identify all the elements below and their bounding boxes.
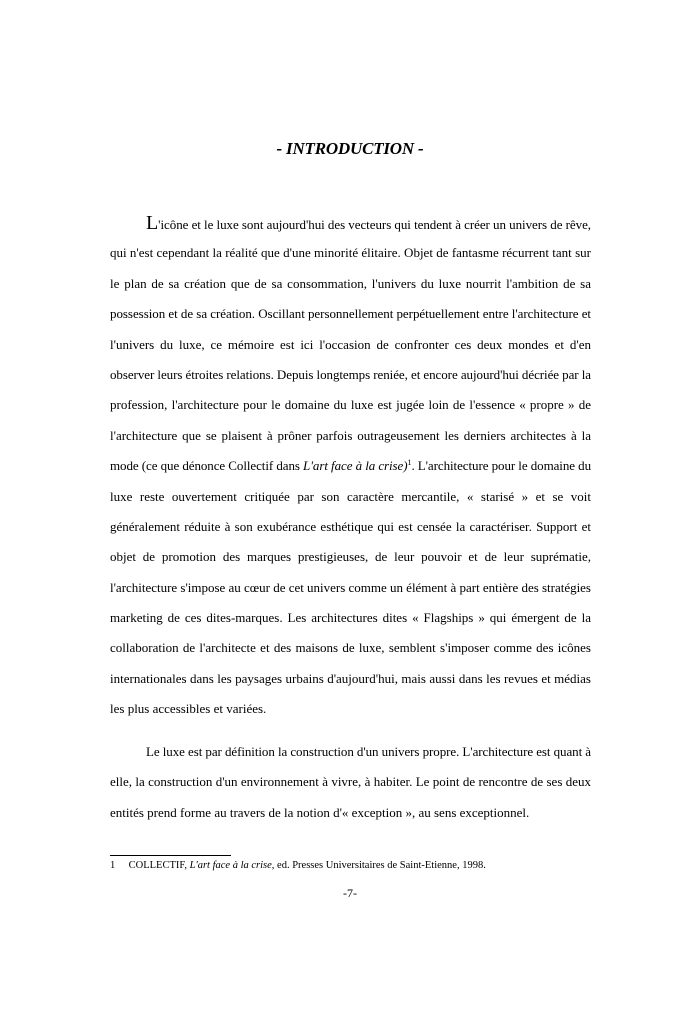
paragraph-line: marketing de ces dites-marques. Les architectures dites « Flagships » qui émergent de la	[110, 610, 591, 626]
line-text: 'icône et le luxe sont aujourd'hui des vecteurs qui tendent à créer un univers de rêve,	[158, 217, 592, 232]
paragraph-line: Le luxe est par définition la construction d'un univers propre. L'architecture est quant à	[146, 744, 591, 759]
footnote-ref[interactable]: 1	[407, 458, 412, 468]
footnote	[110, 860, 591, 871]
footnote-number: 1	[110, 860, 116, 871]
paragraph-line: possession et de sa création. Oscillant personnellement perpétuellement entre l'architecture et	[110, 306, 591, 322]
footnote-author: COLLECTIF,	[128, 860, 187, 871]
drop-cap: L	[146, 212, 159, 234]
footnote-details: , ed. Presses Universitaires de Saint-Etienne, 1998.	[271, 860, 486, 871]
paragraph-line	[110, 208, 591, 238]
paragraph-line: l'architecture s'impose au cœur de cet univers comme un élément à part entière des stratégies	[110, 579, 591, 595]
paragraph-line: qui n'est cependant la réalité que d'une minorité élitaire. Objet de fantasme récurrent tant sur	[110, 245, 591, 261]
paragraph-line: le plan de sa création que de sa consommation, l'univers du luxe nourrit l'ambition de sa	[110, 275, 591, 291]
line-text: . L'architecture pour le domaine du	[411, 458, 592, 474]
cited-title: L'art face à la crise)	[303, 458, 408, 474]
paragraph-line: internationales dans les paysages urbains d'aujourd'hui, mais aussi dans les revues et médias	[110, 670, 591, 686]
paragraph-2	[110, 737, 591, 828]
chapter-title: - INTRODUCTION -	[276, 139, 424, 158]
footnote-separator	[110, 855, 231, 856]
paragraph-line: les plus accessibles et variées.	[110, 701, 267, 717]
footnote-title: L'art face à la crise	[189, 860, 272, 871]
paragraph-line: collaboration de l'architecte et des maisons de luxe, semblent s'imposer comme des icônes	[110, 640, 591, 656]
line-text: mode (ce que dénonce Collectif dans	[110, 458, 304, 474]
paragraph-line: observer leurs étroites relations. Depuis longtemps reniée, et encore aujourd'hui décriée par la	[110, 366, 591, 382]
paragraph-line-with-citation	[110, 451, 591, 481]
paragraph-line: l'architecture que se plaisent à prôner parfois outrageusement les derniers architectes à la	[110, 427, 591, 443]
paragraph-line: généralement réduite à son exubérance esthétique qui est censée la caractériser. Support et	[110, 518, 591, 534]
paragraph-line: entités prend forme au travers de la notion d'« exception », au sens exceptionnel.	[110, 804, 530, 820]
paragraph-line: objet de promotion des marques prestigieuses, de leur pouvoir et de leur suprématie,	[110, 549, 591, 565]
page-number: -7-	[343, 886, 357, 900]
paragraph-line: l'univers du luxe, ce mémoire est ici l'occasion de confronter ces deux mondes et d'en	[110, 336, 591, 352]
paragraph-line: elle, la construction d'un environnement à vivre, à habiter. Le point de rencontre de ses deux	[110, 774, 591, 790]
paragraph-1	[110, 208, 591, 725]
paragraph-line: luxe reste ouvertement critiquée par son caractère mercantile, « starisé » et se voit	[110, 488, 591, 504]
paragraph-line: profession, l'architecture pour le domaine du luxe est jugée loin de l'essence « propre » de	[110, 397, 591, 413]
